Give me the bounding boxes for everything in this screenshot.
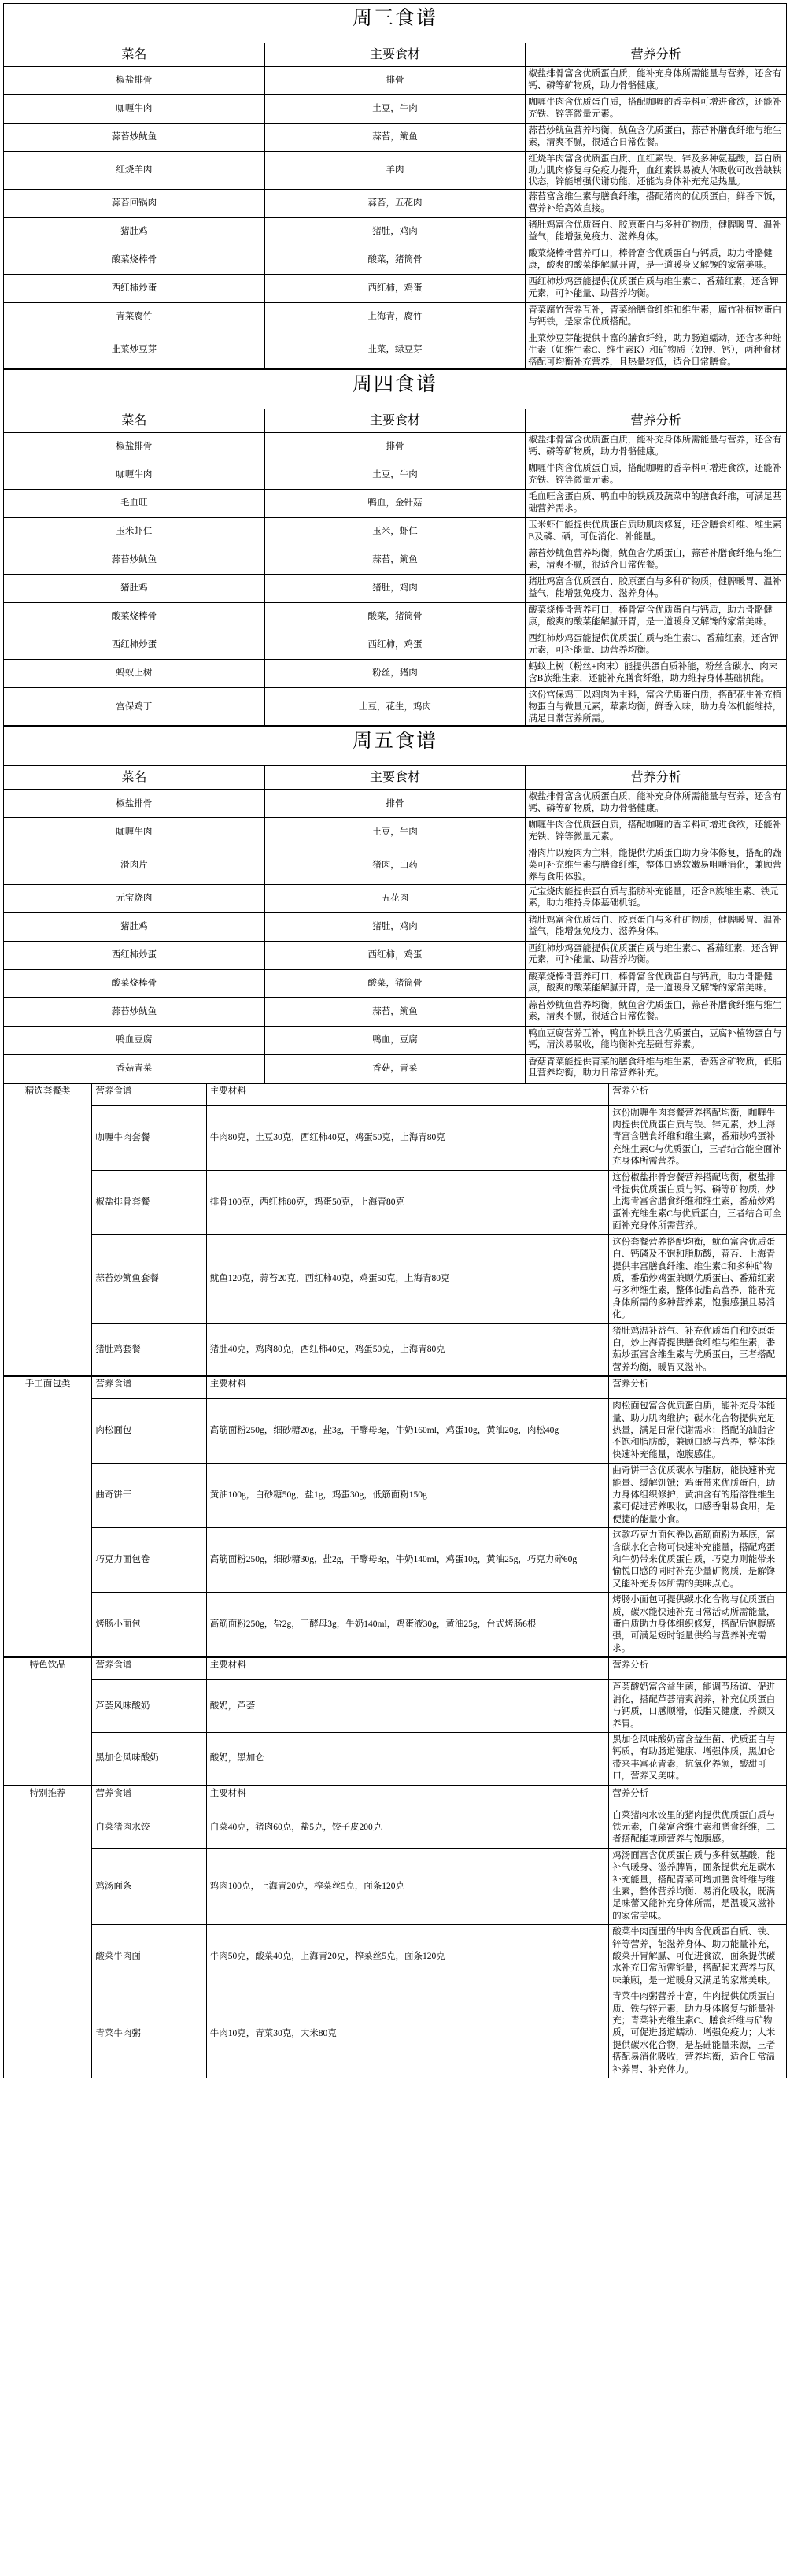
day-title-row — [4, 370, 787, 409]
table-row — [4, 331, 787, 369]
column-header-row — [4, 766, 787, 790]
category-label: 特别推荐 — [4, 1786, 92, 2078]
dish-ingredients: 排骨 — [264, 790, 526, 818]
dish-ingredients: 玉米，虾仁 — [264, 518, 526, 546]
table-row — [4, 1680, 787, 1733]
col-header-analysis: 营养分析 — [609, 1083, 787, 1105]
category-header-row — [4, 1786, 787, 1808]
item-materials: 白菜40克，猪肉60克，盐5克，饺子皮200克 — [206, 1808, 609, 1848]
item-analysis: 这份套餐营养搭配均衡，鱿鱼富含优质蛋白、钙磷及不饱和脂肪酸，蒜苔、上海青提供丰富膳食纤维、维生素C和多种矿物质，番茄炒鸡蛋兼顾优质蛋白、番茄红素与多种维生素，整体低脂高营养，能补充身体所需的多种营养素，饱腹感强且易消化。 — [609, 1234, 787, 1323]
item-materials: 高筋面粉250g，细砂糖20g，盐3g，干酵母3g，牛奶160ml，鸡蛋10g，黄油20g，肉松40g — [206, 1399, 609, 1464]
table-row — [4, 95, 787, 124]
item-materials: 排骨100克，西红柿80克，鸡蛋50克，上海青80克 — [206, 1170, 609, 1234]
item-recipe-name: 芦荟风味酸奶 — [92, 1680, 206, 1733]
table-row — [4, 546, 787, 575]
category-header-row — [4, 1377, 787, 1399]
dish-nutrition-analysis: 青菜腐竹营养互补，青菜给膳食纤维和维生素，腐竹补植物蛋白与钙铁，是家常优质搭配。 — [526, 303, 787, 331]
dish-ingredients: 猪肚，鸡肉 — [264, 575, 526, 603]
item-materials: 高筋面粉250g，盐2g，干酵母3g，牛奶140ml，鸡蛋液30g，黄油25g，台式烤肠6根 — [206, 1593, 609, 1657]
table-row — [4, 1026, 787, 1054]
table-row — [4, 997, 787, 1026]
item-recipe-name: 鸡汤面条 — [92, 1848, 206, 1924]
dish-ingredients: 粉丝，猪肉 — [264, 660, 526, 688]
item-materials: 酸奶，黑加仑 — [206, 1732, 609, 1785]
day-title-row — [4, 4, 787, 43]
table-row — [4, 790, 787, 818]
day-title: 周三食谱 — [4, 4, 787, 43]
dish-ingredients: 西红柿，鸡蛋 — [264, 631, 526, 660]
dish-nutrition-analysis: 玉米虾仁能提供优质蛋白质助肌肉修复，还含膳食纤维、维生素B及磷、硒，可促消化、补能量。 — [526, 518, 787, 546]
dish-ingredients: 土豆，牛肉 — [264, 461, 526, 490]
col-header-dish-name: 菜名 — [4, 43, 265, 67]
col-header-dish-name: 菜名 — [4, 766, 265, 790]
table-row — [4, 688, 787, 726]
dish-ingredients: 猪肉，山药 — [264, 846, 526, 884]
dish-ingredients: 蒜苔，鱿鱼 — [264, 997, 526, 1026]
category-table — [3, 1083, 787, 1377]
dish-ingredients: 酸菜，猪筒骨 — [264, 603, 526, 631]
item-materials: 牛肉50克，酸菜40克，上海青20克，榨菜丝5克，面条120克 — [206, 1925, 609, 1989]
item-recipe-name: 酸菜牛肉面 — [92, 1925, 206, 1989]
dish-name: 红烧羊肉 — [4, 152, 265, 190]
item-analysis: 曲奇饼干含优质碳水与脂肪，能快速补充能量、缓解饥饿；鸡蛋带来优质蛋白，助力身体组织修护，黄油含有的脂溶性维生素可促进营养吸收，口感香甜易食用，是便捷的能量小食。 — [609, 1464, 787, 1528]
column-header-row — [4, 43, 787, 67]
table-row — [4, 1808, 787, 1848]
table-row — [4, 1234, 787, 1323]
dish-name: 酸菜烧棒骨 — [4, 246, 265, 275]
item-analysis: 白菜猪肉水饺里的猪肉提供优质蛋白质与铁元素，白菜富含维生素和膳食纤维，二者搭配能兼顾营养与饱腹感。 — [609, 1808, 787, 1848]
dish-nutrition-analysis: 猪肚鸡富含优质蛋白、胶原蛋白与多种矿物质，健脾暖胃、温补益气，能增强免疫力、滋养身体。 — [526, 575, 787, 603]
dish-ingredients: 土豆，花生，鸡肉 — [264, 688, 526, 726]
dish-name: 宫保鸡丁 — [4, 688, 265, 726]
item-analysis: 黑加仑风味酸奶富含益生菌、优质蛋白与钙质，有助肠道健康、增强体质，黑加仑带来丰富花青素，抗氧化养颜，酸甜可口，营养又美味。 — [609, 1732, 787, 1785]
table-row — [4, 941, 787, 969]
col-header-materials: 主要材料 — [206, 1658, 609, 1680]
item-recipe-name: 肉松面包 — [92, 1399, 206, 1464]
item-materials: 高筋面粉250g，细砂糖30g，盐2g，干酵母3g，牛奶140ml，鸡蛋10g，黄油25g，巧克力碎60g — [206, 1528, 609, 1593]
dish-name: 香菇青菜 — [4, 1054, 265, 1083]
item-recipe-name: 青菜牛肉粥 — [92, 1989, 206, 2078]
dish-ingredients: 土豆，牛肉 — [264, 818, 526, 846]
category-sections — [3, 1083, 787, 2078]
dish-name: 蒜苔回锅肉 — [4, 190, 265, 218]
col-header-recipe: 营养食谱 — [92, 1377, 206, 1399]
table-row — [4, 1399, 787, 1464]
dish-nutrition-analysis: 蒜苔炒鱿鱼营养均衡，鱿鱼含优质蛋白，蒜苔补膳食纤维与维生素，清爽不腻，很适合日常佐餐。 — [526, 124, 787, 152]
dish-name: 西红柿炒蛋 — [4, 631, 265, 660]
dish-ingredients: 羊肉 — [264, 152, 526, 190]
weekly-recipe-sections — [3, 3, 787, 1083]
dish-ingredients: 韭菜，绿豆芽 — [264, 331, 526, 369]
table-row — [4, 67, 787, 95]
dish-nutrition-analysis: 蒜苔富含维生素与膳食纤维，搭配猪肉的优质蛋白，鲜香下饭，营养补给高效直接。 — [526, 190, 787, 218]
category-label: 特色饮品 — [4, 1658, 92, 1785]
category-header-row — [4, 1658, 787, 1680]
table-row — [4, 969, 787, 997]
dish-name: 西红柿炒蛋 — [4, 941, 265, 969]
item-materials: 牛肉10克，青菜30克，大米80克 — [206, 1989, 609, 2078]
dish-ingredients: 土豆，牛肉 — [264, 95, 526, 124]
dish-nutrition-analysis: 滑肉片以瘦肉为主料，能提供优质蛋白助力身体修复，搭配的蔬菜可补充维生素与膳食纤维，整体口感软嫩易咀嚼消化，兼顾营养与食用体验。 — [526, 846, 787, 884]
dish-ingredients: 上海青，腐竹 — [264, 303, 526, 331]
item-analysis: 烤肠小面包可提供碳水化合物与优质蛋白质，碳水能快速补充日常活动所需能量，蛋白质助力身体组织修复，搭配后饱腹感强，可满足短时能量供给与营养补充需求。 — [609, 1593, 787, 1657]
category-table — [3, 1786, 787, 2079]
item-analysis: 鸡汤面富含优质蛋白质与多种氨基酸，能补气暖身、滋养脾胃，面条提供充足碳水补充能量，搭配青菜可增加膳食纤维与维生素，整体营养均衡、易消化吸收，既满足味蕾又能补充身体所需，是温暖又滋补的家常美味。 — [609, 1848, 787, 1924]
table-row — [4, 124, 787, 152]
dish-nutrition-analysis: 猪肚鸡富含优质蛋白、胶原蛋白与多种矿物质，健脾暖胃、温补益气，能增强免疫力、滋养身体。 — [526, 912, 787, 941]
dish-name: 滑肉片 — [4, 846, 265, 884]
col-header-ingredients: 主要食材 — [264, 43, 526, 67]
item-materials: 鱿鱼120克，蒜苔20克，西红柿40克，鸡蛋50克，上海青80克 — [206, 1234, 609, 1323]
column-header-row — [4, 409, 787, 433]
dish-ingredients: 排骨 — [264, 67, 526, 95]
dish-ingredients: 西红柿，鸡蛋 — [264, 941, 526, 969]
table-row — [4, 275, 787, 303]
dish-nutrition-analysis: 椒盐排骨富含优质蛋白质，能补充身体所需能量与营养，还含有钙、磷等矿物质，助力骨骼健康。 — [526, 790, 787, 818]
item-analysis: 肉松面包富含优质蛋白质，能补充身体能量、助力肌肉维护；碳水化合物提供充足热量，满足日常代谢需求；搭配的油脂含不饱和脂肪酸，兼顾口感与营养，整体能快速补充能量，饱腹感佳。 — [609, 1399, 787, 1464]
table-row — [4, 575, 787, 603]
day-recipe-table — [3, 369, 787, 726]
item-recipe-name: 黑加仑风味酸奶 — [92, 1732, 206, 1785]
item-materials: 牛肉80克，土豆30克，西红柿40克，鸡蛋50克，上海青80克 — [206, 1105, 609, 1170]
dish-name: 元宝烧肉 — [4, 884, 265, 912]
dish-nutrition-analysis: 蒜苔炒鱿鱼营养均衡，鱿鱼含优质蛋白，蒜苔补膳食纤维与维生素，清爽不腻，很适合日常佐餐。 — [526, 546, 787, 575]
item-recipe-name: 白菜猪肉水饺 — [92, 1808, 206, 1848]
table-row — [4, 518, 787, 546]
dish-name: 椒盐排骨 — [4, 67, 265, 95]
dish-nutrition-analysis: 红烧羊肉富含优质蛋白质、血红素铁、锌及多种氨基酸，蛋白质助力肌肉修复与免疫力提升，血红素铁易被人体吸收可改善缺铁状态，锌能增强代谢功能，还能为身体补充充足热量。 — [526, 152, 787, 190]
col-header-nutrition: 营养分析 — [526, 43, 787, 67]
dish-ingredients: 五花肉 — [264, 884, 526, 912]
col-header-materials: 主要材料 — [206, 1083, 609, 1105]
item-recipe-name: 蒜苔炒鱿鱼套餐 — [92, 1234, 206, 1323]
table-row — [4, 1528, 787, 1593]
table-row — [4, 603, 787, 631]
dish-nutrition-analysis: 西红柿炒鸡蛋能提供优质蛋白质与维生素C、番茄红素，还含钾元素，可补能量、助营养均衡。 — [526, 631, 787, 660]
item-recipe-name: 烤肠小面包 — [92, 1593, 206, 1657]
day-title: 周五食谱 — [4, 727, 787, 766]
table-row — [4, 631, 787, 660]
dish-ingredients: 西红柿，鸡蛋 — [264, 275, 526, 303]
dish-nutrition-analysis: 西红柿炒鸡蛋能提供优质蛋白质与维生素C、番茄红素，还含钾元素，可补能量、助营养均衡。 — [526, 941, 787, 969]
item-materials: 酸奶，芦荟 — [206, 1680, 609, 1733]
dish-ingredients: 排骨 — [264, 433, 526, 461]
day-recipe-table — [3, 726, 787, 1083]
col-header-ingredients: 主要食材 — [264, 766, 526, 790]
table-row — [4, 1170, 787, 1234]
dish-nutrition-analysis: 蚂蚁上树（粉丝+肉末）能提供蛋白质补能，粉丝含碳水、肉末含B族维生素，还能补充膳食纤维，助力维持身体基础机能。 — [526, 660, 787, 688]
dish-nutrition-analysis: 酸菜烧棒骨营养可口，棒骨富含优质蛋白与钙质，助力骨骼健康，酸爽的酸菜能解腻开胃，是一道暖身又解馋的家常美味。 — [526, 603, 787, 631]
col-header-nutrition: 营养分析 — [526, 766, 787, 790]
dish-name: 西红柿炒蛋 — [4, 275, 265, 303]
dish-name: 酸菜烧棒骨 — [4, 603, 265, 631]
col-header-materials: 主要材料 — [206, 1786, 609, 1808]
dish-name: 玉米虾仁 — [4, 518, 265, 546]
dish-name: 酸菜烧棒骨 — [4, 969, 265, 997]
table-row — [4, 490, 787, 518]
col-header-nutrition: 营养分析 — [526, 409, 787, 433]
dish-ingredients: 酸菜，猪筒骨 — [264, 246, 526, 275]
dish-name: 青菜腐竹 — [4, 303, 265, 331]
dish-name: 蒜苔炒鱿鱼 — [4, 546, 265, 575]
item-analysis: 这份咖喱牛肉套餐营养搭配均衡，咖喱牛肉提供优质蛋白质与铁、锌元素，炒上海青富含膳食纤维和维生素，番茄炒鸡蛋补充维生素C与优质蛋白，三者结合能全面补充身体所需营养。 — [609, 1105, 787, 1170]
col-header-materials: 主要材料 — [206, 1377, 609, 1399]
dish-ingredients: 蒜苔，鱿鱼 — [264, 124, 526, 152]
dish-nutrition-analysis: 香菇青菜能提供青菜的膳食纤维与维生素，香菇含矿物质，低脂且营养均衡，助力日常营养补充。 — [526, 1054, 787, 1083]
table-row — [4, 218, 787, 246]
dish-nutrition-analysis: 韭菜炒豆芽能提供丰富的膳食纤维，助力肠道蠕动，还含多种维生素（如维生素C、维生素K）和矿物质（如钾、钙），两种食材搭配可均衡补充营养，且热量较低，适合日常膳食。 — [526, 331, 787, 369]
item-analysis: 酸菜牛肉面里的牛肉含优质蛋白质、铁、锌等营养，能滋养身体、助力能量补充，酸菜开胃解腻、可促进食欲，面条提供碳水补充日常所需能量，搭配起来营养与风味兼顾，是一道暖身又满足的家常美味。 — [609, 1925, 787, 1989]
dish-nutrition-analysis: 元宝烧肉能提供蛋白质与脂肪补充能量，还含B族维生素、铁元素，助力维持身体基础机能。 — [526, 884, 787, 912]
table-row — [4, 1593, 787, 1657]
dish-name: 咖喱牛肉 — [4, 818, 265, 846]
dish-nutrition-analysis: 酸菜烧棒骨营养可口，棒骨富含优质蛋白与钙质，助力骨骼健康，酸爽的酸菜能解腻开胃，是一道暖身又解馋的家常美味。 — [526, 246, 787, 275]
day-title-row — [4, 727, 787, 766]
col-header-recipe: 营养食谱 — [92, 1786, 206, 1808]
table-row — [4, 846, 787, 884]
dish-ingredients: 蒜苔，鱿鱼 — [264, 546, 526, 575]
dish-ingredients: 鸭血，金针菇 — [264, 490, 526, 518]
dish-name: 椒盐排骨 — [4, 790, 265, 818]
dish-ingredients: 酸菜，猪筒骨 — [264, 969, 526, 997]
item-analysis: 猪肚鸡温补益气、补充优质蛋白和胶原蛋白，炒上海青提供膳食纤维与维生素，番茄炒蛋富含维生素与优质蛋白，三者搭配营养均衡，暖胃又滋补。 — [609, 1323, 787, 1376]
table-row — [4, 818, 787, 846]
dish-ingredients: 香菇，青菜 — [264, 1054, 526, 1083]
table-row — [4, 190, 787, 218]
item-recipe-name: 咖喱牛肉套餐 — [92, 1105, 206, 1170]
item-analysis: 青菜牛肉粥营养丰富，牛肉提供优质蛋白质、铁与锌元素，助力身体修复与能量补充；青菜补充维生素C、膳食纤维与矿物质，可促进肠道蠕动、增强免疫力；大米提供碳水化合物，是基础能量来源，三者搭配易消化吸收，营养均衡，适合日常温补养胃、补充体力。 — [609, 1989, 787, 2078]
dish-name: 猪肚鸡 — [4, 575, 265, 603]
table-row — [4, 884, 787, 912]
dish-name: 椒盐排骨 — [4, 433, 265, 461]
dish-name: 咖喱牛肉 — [4, 461, 265, 490]
dish-name: 毛血旺 — [4, 490, 265, 518]
dish-name: 猪肚鸡 — [4, 218, 265, 246]
category-label: 精选套餐类 — [4, 1083, 92, 1376]
dish-ingredients: 鸭血，豆腐 — [264, 1026, 526, 1054]
table-row — [4, 1989, 787, 2078]
day-title: 周四食谱 — [4, 370, 787, 409]
dish-name: 猪肚鸡 — [4, 912, 265, 941]
item-recipe-name: 椒盐排骨套餐 — [92, 1170, 206, 1234]
dish-name: 咖喱牛肉 — [4, 95, 265, 124]
table-row — [4, 1464, 787, 1528]
table-row — [4, 246, 787, 275]
item-materials: 猪肚40克，鸡肉80克，西红柿40克，鸡蛋50克，上海青80克 — [206, 1323, 609, 1376]
table-row — [4, 461, 787, 490]
item-analysis: 这份椒盐排骨套餐营养搭配均衡，椒盐排骨提供优质蛋白质与钙、磷等矿物质，炒上海青富含膳食纤维和维生素，番茄炒鸡蛋补充维生素C与优质蛋白，三者结合可全面补充身体所需营养。 — [609, 1170, 787, 1234]
table-row — [4, 303, 787, 331]
col-header-analysis: 营养分析 — [609, 1786, 787, 1808]
table-row — [4, 1323, 787, 1376]
table-row — [4, 1105, 787, 1170]
dish-nutrition-analysis: 这份宫保鸡丁以鸡肉为主料，富含优质蛋白质，搭配花生补充植物蛋白与微量元素，荤素均衡，鲜香入味，助力身体机能维持，满足日常营养所需。 — [526, 688, 787, 726]
table-row — [4, 1925, 787, 1989]
table-row — [4, 912, 787, 941]
day-recipe-table — [3, 3, 787, 369]
table-row — [4, 660, 787, 688]
dish-name: 蒜苔炒鱿鱼 — [4, 124, 265, 152]
dish-ingredients: 蒜苔，五花肉 — [264, 190, 526, 218]
item-materials: 鸡肉100克，上海青20克，榨菜丝5克，面条120克 — [206, 1848, 609, 1924]
item-recipe-name: 曲奇饼干 — [92, 1464, 206, 1528]
dish-nutrition-analysis: 咖喱牛肉含优质蛋白质，搭配咖喱的香辛料可增进食欲，还能补充铁、锌等微量元素。 — [526, 461, 787, 490]
table-row — [4, 1732, 787, 1785]
table-row — [4, 1054, 787, 1083]
col-header-analysis: 营养分析 — [609, 1658, 787, 1680]
table-row — [4, 433, 787, 461]
category-table — [3, 1376, 787, 1657]
dish-nutrition-analysis: 蒜苔炒鱿鱼营养均衡，鱿鱼含优质蛋白，蒜苔补膳食纤维与维生素，清爽不腻，很适合日常佐餐。 — [526, 997, 787, 1026]
col-header-recipe: 营养食谱 — [92, 1658, 206, 1680]
dish-nutrition-analysis: 鸭血豆腐营养互补，鸭血补铁且含优质蛋白，豆腐补植物蛋白与钙，清淡易吸收，能均衡补充基础营养素。 — [526, 1026, 787, 1054]
item-materials: 黄油100g，白砂糖50g，盐1g，鸡蛋30g，低筋面粉150g — [206, 1464, 609, 1528]
col-header-dish-name: 菜名 — [4, 409, 265, 433]
item-recipe-name: 猪肚鸡套餐 — [92, 1323, 206, 1376]
dish-nutrition-analysis: 咖喱牛肉含优质蛋白质，搭配咖喱的香辛料可增进食欲，还能补充铁、锌等微量元素。 — [526, 95, 787, 124]
dish-nutrition-analysis: 咖喱牛肉含优质蛋白质，搭配咖喱的香辛料可增进食欲，还能补充铁、锌等微量元素。 — [526, 818, 787, 846]
category-table — [3, 1657, 787, 1785]
item-analysis: 这款巧克力面包卷以高筋面粉为基底，富含碳水化合物可快速补充能量，搭配鸡蛋和牛奶带来优质蛋白质，巧克力则能带来愉悦口感的同时补充少量矿物质，是解馋又能补充身体所需的美味点心。 — [609, 1528, 787, 1593]
dish-nutrition-analysis: 毛血旺含蛋白质、鸭血中的铁质及蔬菜中的膳食纤维，可满足基础营养需求。 — [526, 490, 787, 518]
dish-name: 韭菜炒豆芽 — [4, 331, 265, 369]
dish-name: 鸭血豆腐 — [4, 1026, 265, 1054]
dish-name: 蚂蚁上树 — [4, 660, 265, 688]
category-header-row — [4, 1083, 787, 1105]
item-recipe-name: 巧克力面包卷 — [92, 1528, 206, 1593]
col-header-recipe: 营养食谱 — [92, 1083, 206, 1105]
dish-name: 蒜苔炒鱿鱼 — [4, 997, 265, 1026]
dish-nutrition-analysis: 酸菜烧棒骨营养可口，棒骨富含优质蛋白与钙质，助力骨骼健康，酸爽的酸菜能解腻开胃，是一道暖身又解馋的家常美味。 — [526, 969, 787, 997]
col-header-ingredients: 主要食材 — [264, 409, 526, 433]
dish-nutrition-analysis: 椒盐排骨富含优质蛋白质，能补充身体所需能量与营养，还含有钙、磷等矿物质，助力骨骼健康。 — [526, 433, 787, 461]
dish-nutrition-analysis: 猪肚鸡富含优质蛋白、胶原蛋白与多种矿物质，健脾暖胃、温补益气，能增强免疫力、滋养身体。 — [526, 218, 787, 246]
item-analysis: 芦荟酸奶富含益生菌，能调节肠道、促进消化，搭配芦荟清爽润养，补充优质蛋白与钙质，口感顺滑，低脂又健康，养颜又养胃。 — [609, 1680, 787, 1733]
category-label: 手工面包类 — [4, 1377, 92, 1657]
dish-ingredients: 猪肚，鸡肉 — [264, 218, 526, 246]
table-row — [4, 1848, 787, 1924]
dish-ingredients: 猪肚，鸡肉 — [264, 912, 526, 941]
table-row — [4, 152, 787, 190]
dish-nutrition-analysis: 西红柿炒鸡蛋能提供优质蛋白质与维生素C、番茄红素，还含钾元素，可补能量、助营养均衡。 — [526, 275, 787, 303]
col-header-analysis: 营养分析 — [609, 1377, 787, 1399]
dish-nutrition-analysis: 椒盐排骨富含优质蛋白质，能补充身体所需能量与营养，还含有钙、磷等矿物质，助力骨骼健康。 — [526, 67, 787, 95]
